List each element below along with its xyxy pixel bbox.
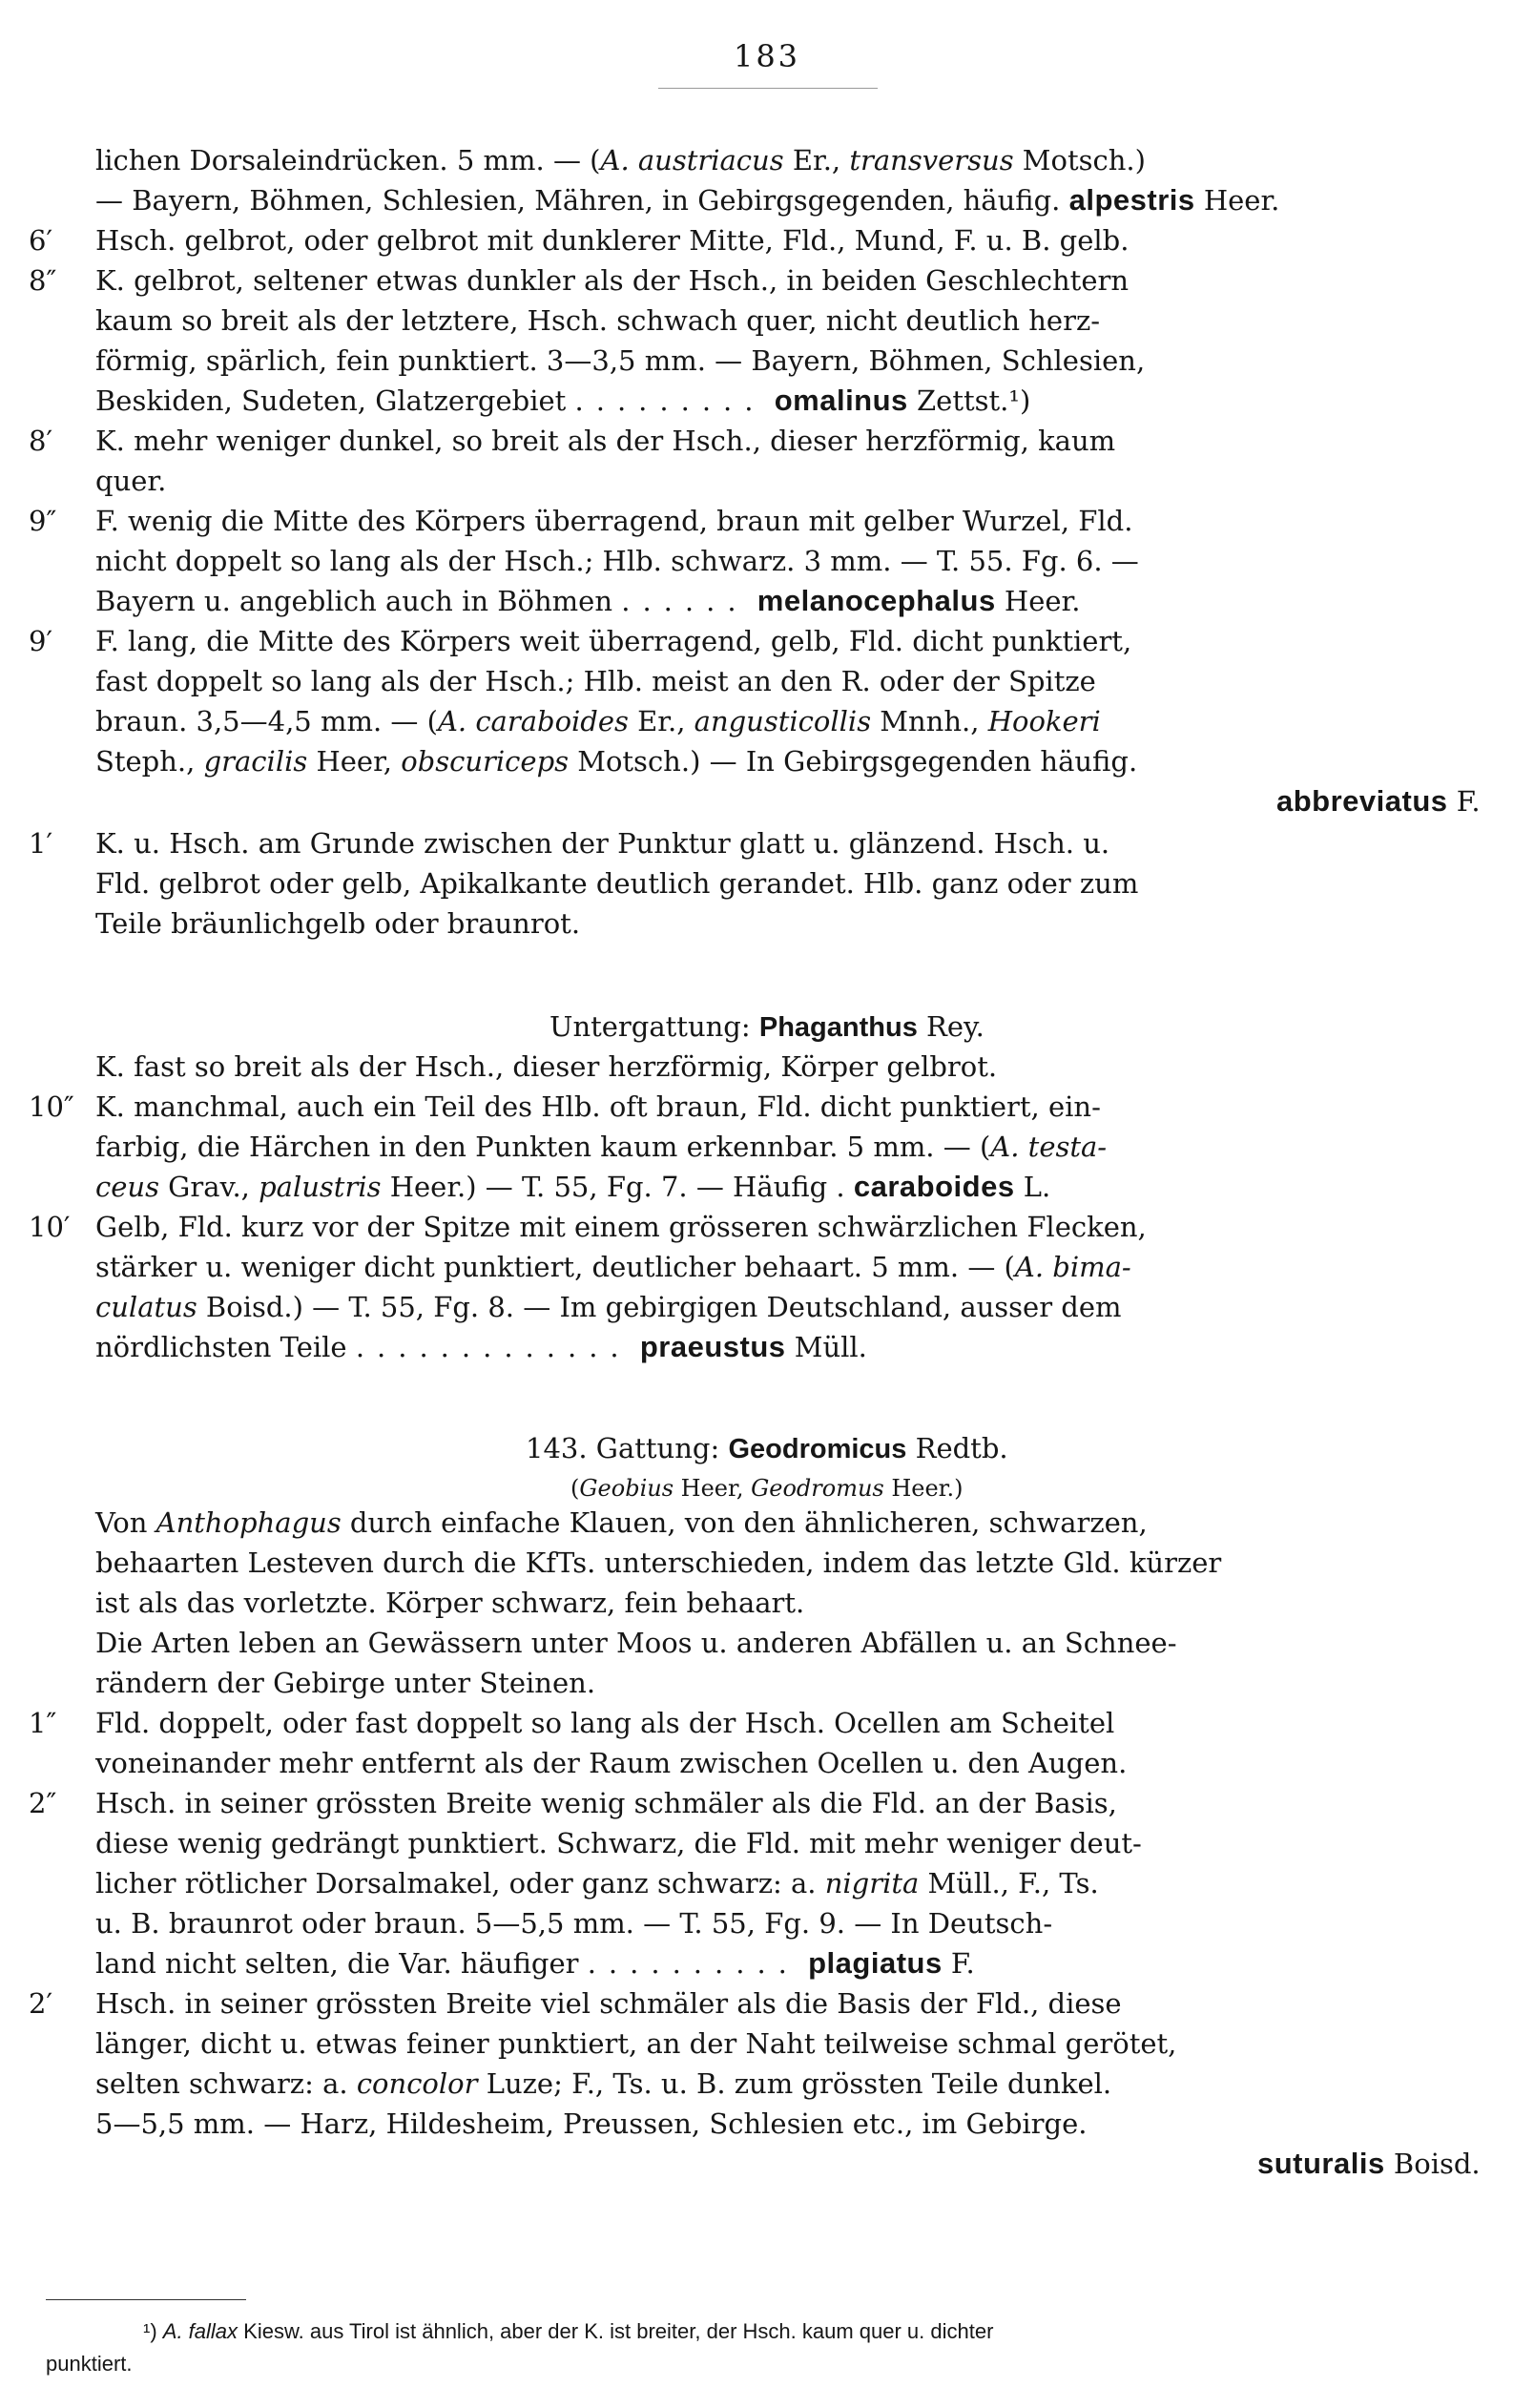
- line-text: licher rötlicher Dorsalmakel, oder ganz schwarz: a. nigrita Müll., F., Ts.: [95, 1867, 1099, 1899]
- line-text: land nicht selten, die Var. häufiger .......... plagiatus F.: [95, 1946, 975, 1980]
- page-number: 183: [733, 38, 801, 74]
- line-text: Hsch. in seiner grössten Breite wenig schmäler als die Fld. an der Basis,: [95, 1787, 1117, 1819]
- key-number: 6′: [29, 224, 53, 257]
- line-text: culatus Boisd.) — T. 55, Fg. 8. — Im gebirgigen Deutschland, ausser dem: [95, 1291, 1122, 1323]
- line-text: stärker u. weniger dicht punktiert, deutlicher behaart. 5 mm. — (A. bima-: [95, 1251, 1131, 1283]
- line-text: abbreviatus F.: [1276, 784, 1481, 818]
- line-text: Teile bräunlichgelb oder braunrot.: [95, 907, 581, 940]
- key-number: 2′: [29, 1987, 53, 2020]
- header-rule: [658, 88, 878, 89]
- key-number: 9′: [29, 625, 53, 657]
- line-text: Hsch. in seiner grössten Breite viel schmäler als die Basis der Fld., diese: [95, 1987, 1122, 2020]
- line-text: Untergattung: Phaganthus Rey.: [549, 1010, 985, 1043]
- line-text: voneinander mehr entfernt als der Raum zwischen Ocellen u. den Augen.: [95, 1747, 1128, 1779]
- line-text: K. mehr weniger dunkel, so breit als der Hsch., dieser herzförmig, kaum: [95, 425, 1116, 457]
- line-text: Die Arten leben an Gewässern unter Moos u. anderen Abfällen u. an Schnee-: [95, 1627, 1177, 1659]
- line-text: länger, dicht u. etwas feiner punktiert, an der Naht teilweise schmal gerötet,: [95, 2027, 1177, 2060]
- line-text: K. manchmal, auch ein Teil des Hlb. oft braun, Fld. dicht punktiert, ein-: [95, 1090, 1101, 1123]
- line-text: Von Anthophagus durch einfache Klauen, von den ähnlicheren, schwarzen,: [95, 1506, 1148, 1539]
- line-text: K. u. Hsch. am Grunde zwischen der Punktur glatt u. glänzend. Hsch. u.: [95, 827, 1110, 860]
- line-text: diese wenig gedrängt punktiert. Schwarz, die Fld. mit mehr weniger deut-: [95, 1827, 1142, 1859]
- line-text: Beskiden, Sudeten, Glatzergebiet ......... omalinus Zettst.¹): [95, 384, 1031, 417]
- key-number: 10″: [29, 1090, 74, 1123]
- line-text: Fld. doppelt, oder fast doppelt so lang als der Hsch. Ocellen am Scheitel: [95, 1707, 1115, 1739]
- line-text: nördlichsten Teile ............. praeustus Müll.: [95, 1330, 867, 1363]
- line-text: Gelb, Fld. kurz vor der Spitze mit einem grösseren schwärzlichen Flecken,: [95, 1211, 1147, 1243]
- line-text: Hsch. gelbrot, oder gelbrot mit dunklerer Mitte, Fld., Mund, F. u. B. gelb.: [95, 224, 1130, 257]
- line-text: Fld. gelbrot oder gelb, Apikalkante deutlich gerandet. Hlb. ganz oder zum: [95, 867, 1139, 900]
- key-number: 2″: [29, 1787, 57, 1819]
- footnote-rule: [46, 2299, 246, 2300]
- key-number: 1″: [29, 1707, 57, 1739]
- line-text: 5—5,5 mm. — Harz, Hildesheim, Preussen, Schlesien etc., im Gebirge.: [95, 2107, 1088, 2140]
- line-text: braun. 3,5—4,5 mm. — (A. caraboides Er., angusticollis Mnnh., Hookeri: [95, 705, 1101, 737]
- line-text: ceus Grav., palustris Heer.) — T. 55, Fg. 7. — Häufig . caraboides L.: [95, 1170, 1051, 1203]
- line-text: Bayern u. angeblich auch in Böhmen ...... melanocephalus Heer.: [95, 584, 1081, 617]
- line-text: — Bayern, Böhmen, Schlesien, Mähren, in Gebirgsgegenden, häufig. alpestris Heer.: [95, 183, 1280, 217]
- key-number: 8′: [29, 425, 53, 457]
- footnote-line-1: [143, 2316, 993, 2347]
- line-text: rändern der Gebirge unter Steinen.: [95, 1667, 596, 1699]
- key-number: 8″: [29, 264, 57, 297]
- line-text: kaum so breit als der letztere, Hsch. schwach quer, nicht deutlich herz-: [95, 304, 1101, 337]
- footnote-marker: ¹): [143, 2319, 157, 2343]
- footnote-line-2: punktiert.: [46, 2352, 133, 2376]
- line-text: quer.: [95, 465, 167, 497]
- line-text: lichen Dorsaleindrücken. 5 mm. — (A. austriacus Er., transversus Motsch.): [95, 144, 1146, 176]
- line-text: selten schwarz: a. concolor Luze; F., Ts. u. B. zum grössten Teile dunkel.: [95, 2067, 1112, 2100]
- line-text: farbig, die Härchen in den Punkten kaum erkennbar. 5 mm. — (A. testa-: [95, 1131, 1108, 1163]
- line-text: förmig, spärlich, fein punktiert. 3—3,5 mm. — Bayern, Böhmen, Schlesien,: [95, 344, 1146, 377]
- line-text: behaarten Lesteven durch die KfTs. unterschieden, indem das letzte Gld. kürzer: [95, 1547, 1222, 1579]
- line-text: u. B. braunrot oder braun. 5—5,5 mm. — T. 55, Fg. 9. — In Deutsch-: [95, 1907, 1053, 1940]
- line-text: K. gelbrot, seltener etwas dunkler als der Hsch., in beiden Geschlechtern: [95, 264, 1130, 297]
- line-text: suturalis Boisd.: [1257, 2147, 1481, 2180]
- line-text: F. lang, die Mitte des Körpers weit überragend, gelb, Fld. dicht punktiert,: [95, 625, 1132, 657]
- line-text: fast doppelt so lang als der Hsch.; Hlb. meist an den R. oder der Spitze: [95, 665, 1096, 697]
- key-number: 1′: [29, 827, 53, 860]
- line-text: K. fast so breit als der Hsch., dieser herzförmig, Körper gelbrot.: [95, 1050, 998, 1083]
- key-number: 10′: [29, 1211, 71, 1243]
- line-text: F. wenig die Mitte des Körpers überragend, braun mit gelber Wurzel, Fld.: [95, 505, 1133, 537]
- line-text: (Geobius Heer, Geodromus Heer.): [570, 1475, 964, 1502]
- line-text: Steph., gracilis Heer, obscuriceps Motsch.) — In Gebirgsgegenden häufig.: [95, 745, 1138, 778]
- line-text: ist als das vorletzte. Körper schwarz, fein behaart.: [95, 1587, 805, 1619]
- line-text: nicht doppelt so lang als der Hsch.; Hlb. schwarz. 3 mm. — T. 55. Fg. 6. —: [95, 545, 1139, 577]
- key-number: 9″: [29, 505, 57, 537]
- line-text: 143. Gattung: Geodromicus Redtb.: [526, 1432, 1008, 1464]
- footnote-text-1: A. fallax Kiesw. aus Tirol ist ähnlich, aber der K. ist breiter, der Hsch. kaum quer u. dichter: [162, 2319, 994, 2343]
